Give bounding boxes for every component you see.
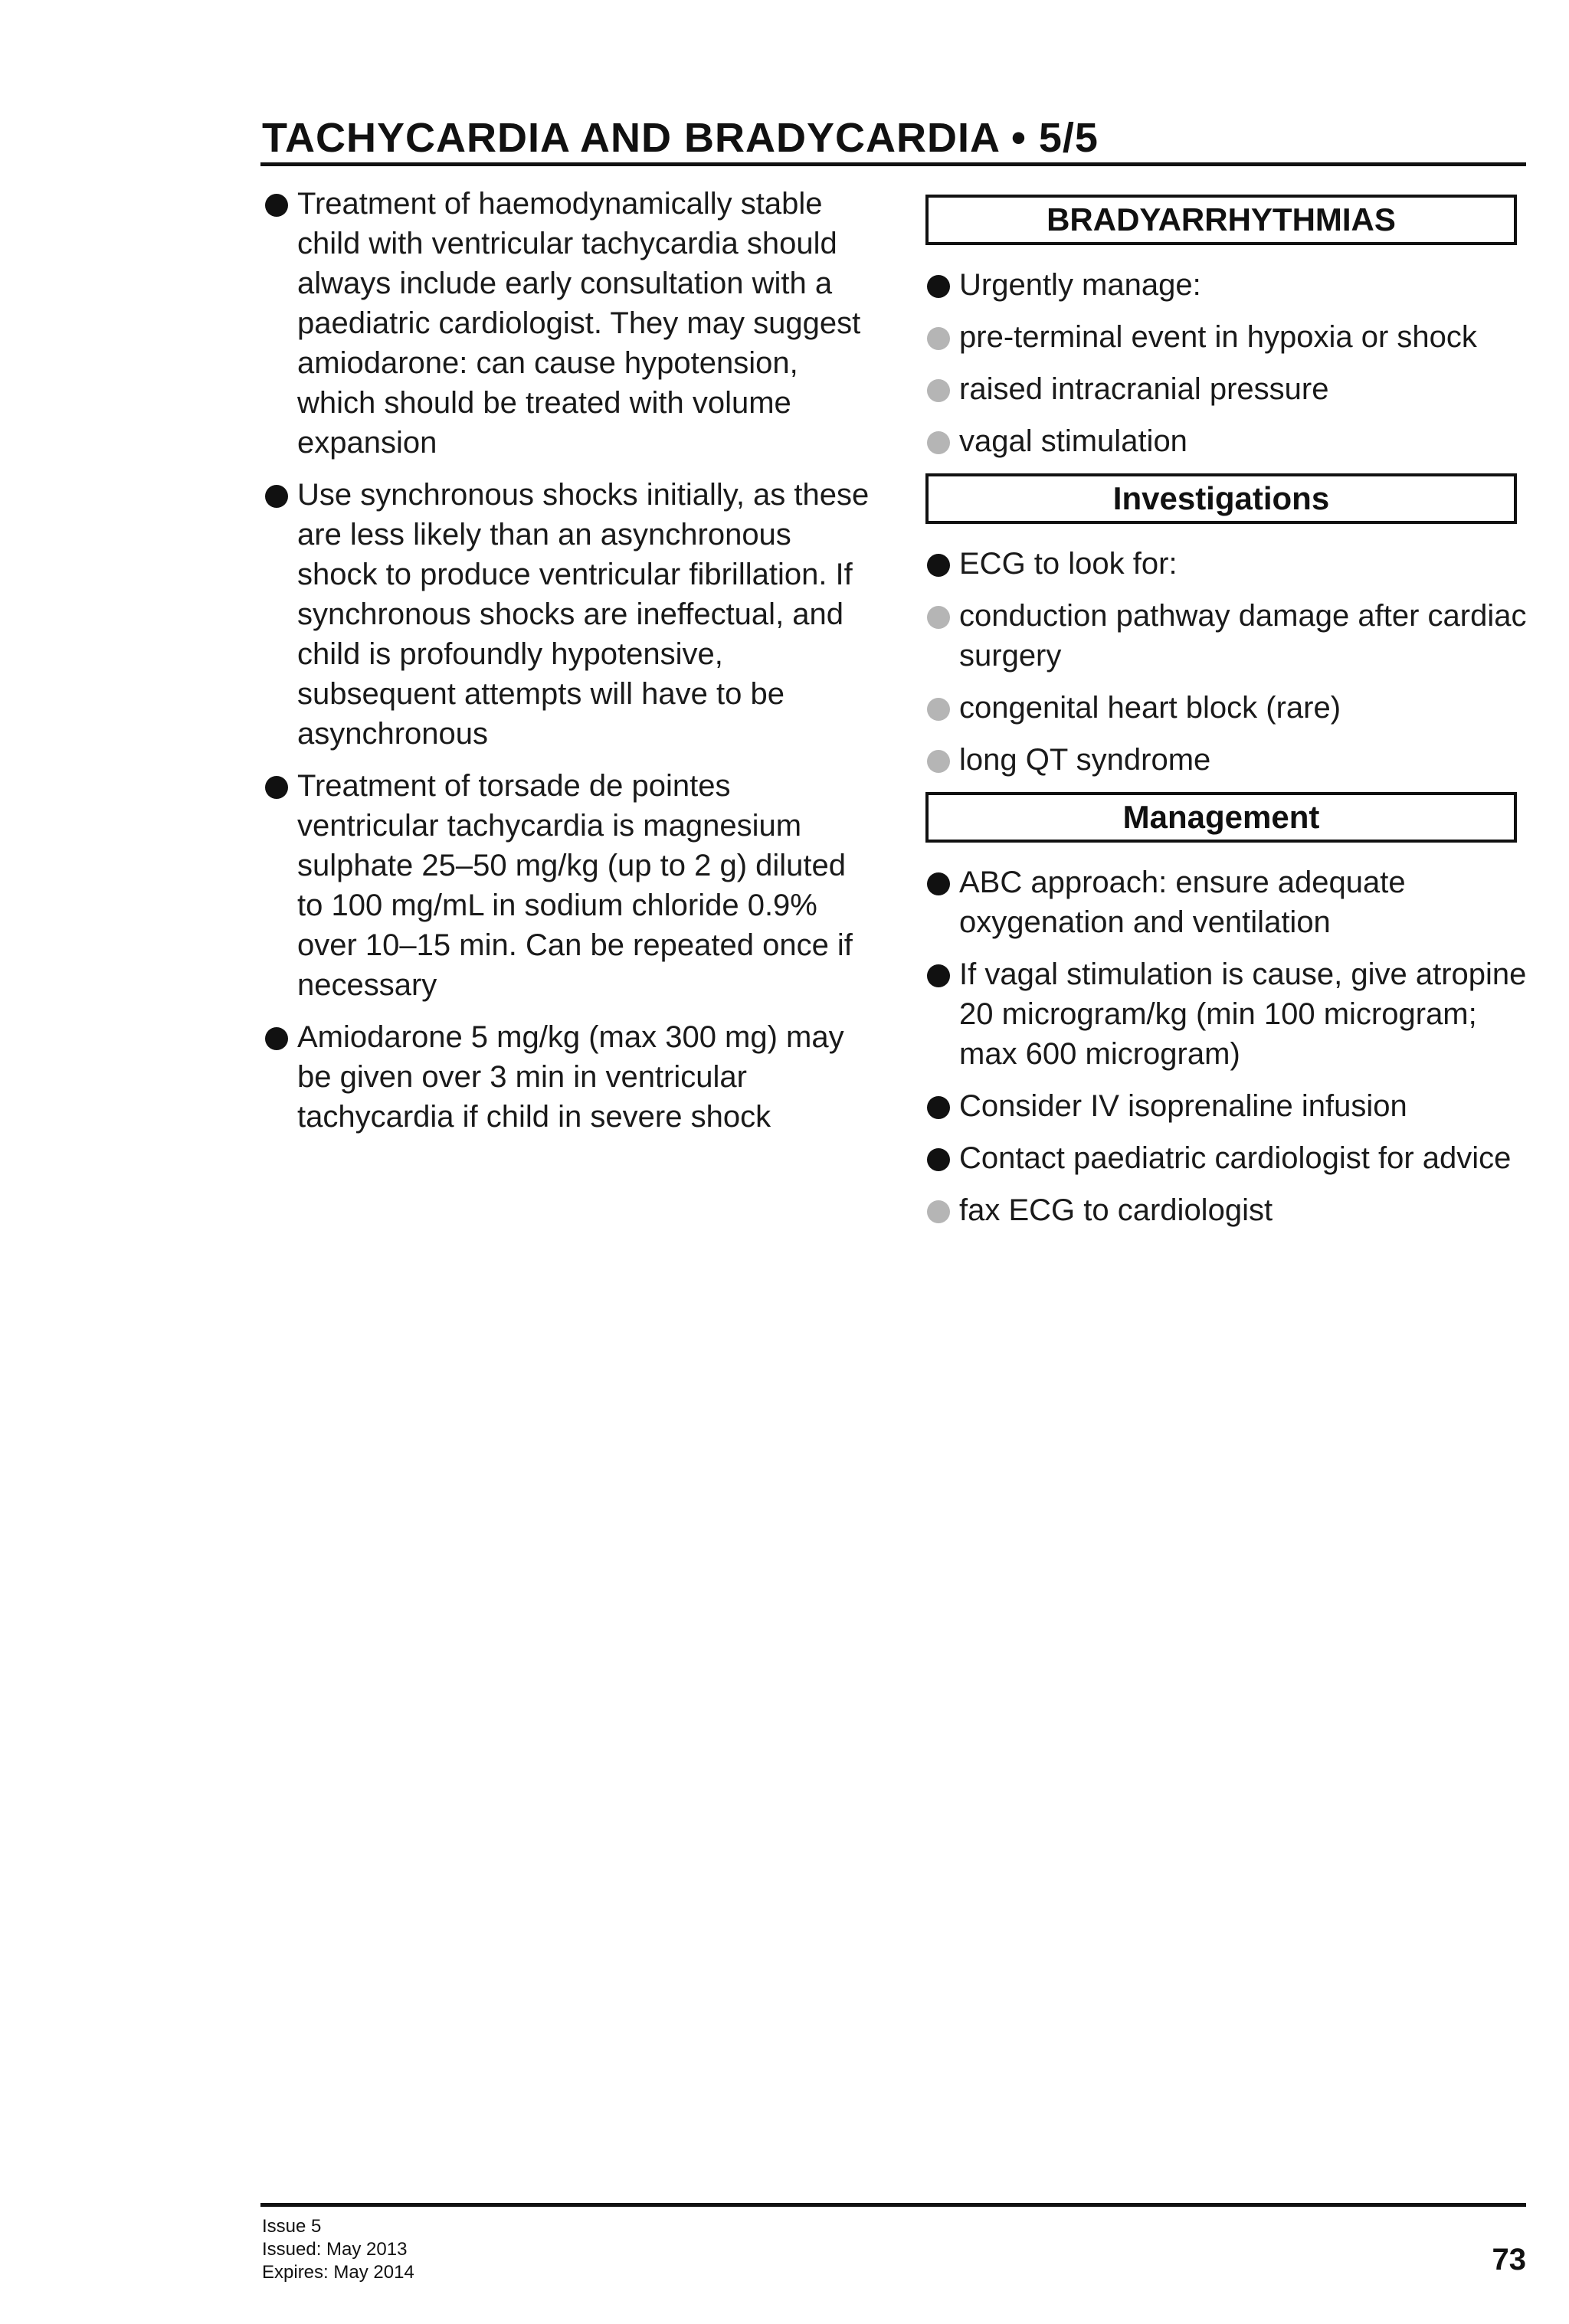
- list-item-text: fax ECG to cardiologist: [959, 1193, 1273, 1227]
- grey-bullet-dot-icon: [927, 606, 950, 629]
- bullet-dot-icon: [265, 1027, 288, 1050]
- list-item: [925, 369, 1531, 409]
- bullet-dot-icon: [265, 776, 288, 799]
- list-item-text: ECG to look for:: [959, 547, 1178, 581]
- list-item-text: If vagal stimulation is cause, give atropine 20 microgram/kg (min 100 microgram; max 600 microgram): [959, 957, 1527, 1071]
- list-item: [925, 740, 1531, 780]
- grey-bullet-dot-icon: [927, 327, 950, 350]
- issued-date: Issued: May 2013: [262, 2239, 408, 2260]
- list-item-text: Treatment of torsade de pointes ventricular tachycardia is magnesium sulphate 25–50 mg/kg (up to 2 g) diluted to 100 mg/mL in sodium chloride 0.9% over 10–15 min. Can be repeated once if necessary: [297, 769, 853, 1002]
- list-item: [925, 1190, 1531, 1230]
- list-item-text: congenital heart block (rare): [959, 691, 1341, 725]
- grey-bullet-dot-icon: [927, 431, 950, 454]
- bullet-dot-icon: [927, 964, 950, 987]
- expiry-date: Expires: May 2014: [262, 2262, 414, 2283]
- list-item: [925, 862, 1531, 942]
- list-item: [264, 1017, 876, 1137]
- list-item: [925, 954, 1531, 1074]
- page-number: 73: [1492, 2243, 1526, 2277]
- grey-bullet-dot-icon: [927, 750, 950, 773]
- header-rule: [260, 162, 1526, 166]
- bullet-dot-icon: [265, 485, 288, 508]
- management-heading: Management: [925, 792, 1517, 843]
- bullet-dot-icon: [927, 1096, 950, 1119]
- list-item: [925, 1138, 1531, 1178]
- list-item: [925, 596, 1531, 676]
- bradyarrhythmias-heading: BRADYARRHYTHMIAS: [925, 195, 1517, 245]
- right-column: [925, 195, 1531, 1242]
- investigations-list: [925, 544, 1531, 780]
- list-item: [925, 421, 1531, 461]
- footer-rule: [260, 2203, 1526, 2207]
- list-item-text: Treatment of haemodynamically stable child with ventricular tachycardia should always include early consultation with a paediatric cardiologist. They may suggest amiodarone: can cause hypotension, which should be treated with volume expansion: [297, 187, 861, 460]
- list-item: [925, 265, 1531, 305]
- list-item: [925, 688, 1531, 728]
- list-item: [264, 184, 876, 463]
- bullet-dot-icon: [927, 554, 950, 577]
- grey-bullet-dot-icon: [927, 379, 950, 402]
- list-item: [264, 766, 876, 1005]
- list-item-text: conduction pathway damage after cardiac surgery: [959, 599, 1527, 673]
- issue-label: Issue 5: [262, 2216, 322, 2237]
- footer-meta: [262, 2215, 414, 2284]
- bullet-dot-icon: [927, 275, 950, 298]
- bradyarrhythmias-list: [925, 265, 1531, 461]
- left-column: [264, 184, 876, 1149]
- list-item-text: raised intracranial pressure: [959, 372, 1329, 406]
- list-item: [925, 317, 1531, 357]
- bullet-dot-icon: [927, 1148, 950, 1171]
- page-title: TACHYCARDIA AND BRADYCARDIA • 5/5: [262, 115, 1099, 161]
- list-item-text: Consider IV isoprenaline infusion: [959, 1089, 1407, 1123]
- investigations-heading: Investigations: [925, 473, 1517, 524]
- list-item-text: Amiodarone 5 mg/kg (max 300 mg) may be given over 3 min in ventricular tachycardia if child in severe shock: [297, 1020, 844, 1134]
- list-item-text: ABC approach: ensure adequate oxygenation and ventilation: [959, 866, 1406, 939]
- list-item-text: pre-terminal event in hypoxia or shock: [959, 320, 1477, 354]
- bullet-dot-icon: [927, 872, 950, 895]
- left-bullet-list: [264, 184, 876, 1137]
- list-item-text: Urgently manage:: [959, 268, 1201, 302]
- list-item-text: vagal stimulation: [959, 424, 1187, 458]
- bullet-dot-icon: [265, 194, 288, 217]
- grey-bullet-dot-icon: [927, 698, 950, 721]
- list-item-text: long QT syndrome: [959, 743, 1211, 777]
- list-item-text: Contact paediatric cardiologist for advice: [959, 1141, 1512, 1175]
- list-item-text: Use synchronous shocks initially, as these are less likely than an asynchronous shock to produce ventricular fibrillation. If synchronous shocks are ineffectual, and child is profoundly hypotensive, subsequent attempts will have to be asynchronous: [297, 478, 870, 751]
- grey-bullet-dot-icon: [927, 1200, 950, 1223]
- management-list: [925, 862, 1531, 1230]
- list-item: [925, 544, 1531, 584]
- list-item: [264, 475, 876, 754]
- list-item: [925, 1086, 1531, 1126]
